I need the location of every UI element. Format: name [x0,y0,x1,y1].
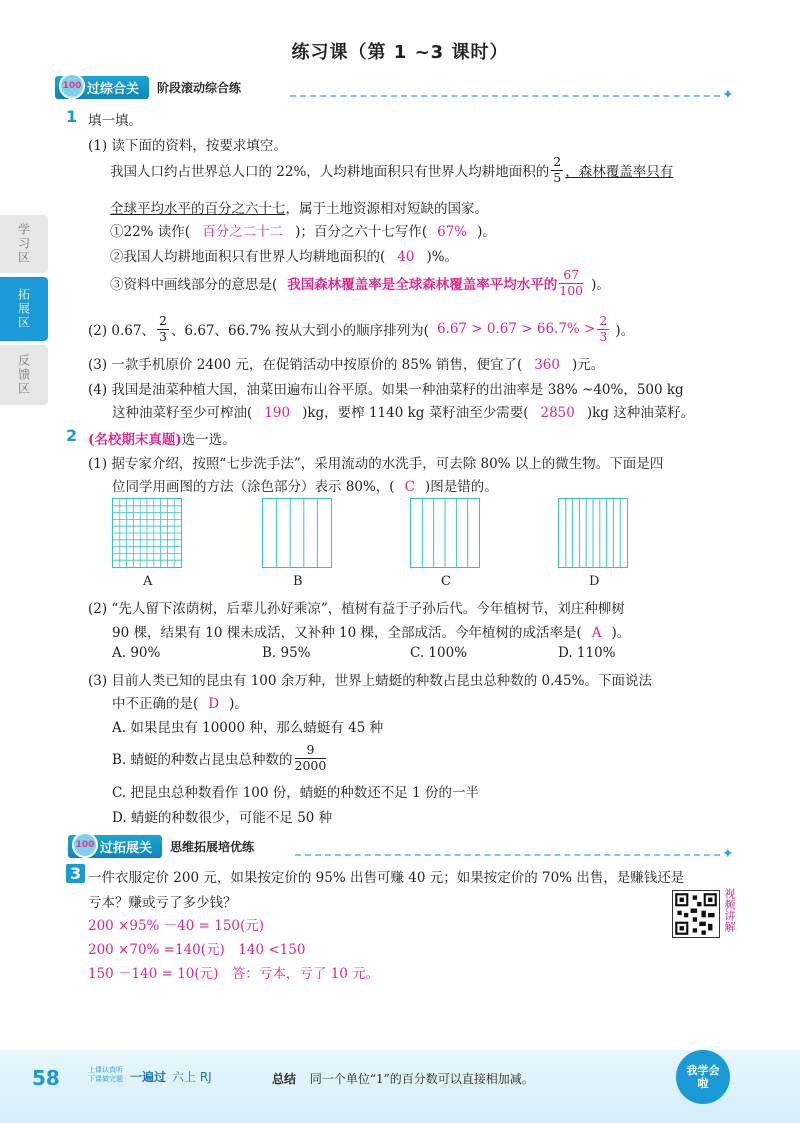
grid-option-d [558,498,628,568]
reading-material-line1: 我国人口约占世界总人口的 22%，人均耕地面积只有世界人均耕地面积的 $\frac{2}{5}$ ，森林覆盖率只有 [110,154,674,185]
blank-1: ①22% 读作( 百分之二十二 )；百分之六十七写作( 67% )。 [110,224,496,240]
grid-label-b: B [293,574,303,589]
choice-d: D. 蜻蜓的种数很少，可能不足 50 种 [112,810,333,826]
sub-question-3-line1: (3) 目前人类已知的昆虫有 100 余万种，世界上蜻蜓的种数占昆虫总种数的 0.45%。下面说法 [88,673,652,689]
answer-text: 67% [437,224,468,240]
side-tab-study[interactable]: 学习区 [0,215,48,273]
question-number: 3 [66,864,85,883]
footer-brand: 一遍过 六上 RJ [130,1070,212,1084]
section-divider [295,854,720,856]
fraction: $\frac{2}{5}$ [553,154,562,185]
grid-label-d: D [589,574,600,589]
sub-question-2-line1: (2) “先人留下浓荫树，后辈儿孙好乘凉”，植树有益于子孙后代。今年植树节，刘庄种柳树 [88,601,625,617]
exam-tag: (名校期末真题) [88,432,182,448]
answer-text: C [404,479,415,495]
blank-3: ③资料中画线部分的意思是( 我国森林覆盖率是全球森林覆盖率平均水平的 $\frac{67}{100}$ )。 [110,267,610,298]
grid-label-c: C [441,574,451,589]
section-header-extension [68,835,254,857]
choice-c: C. 100% [410,645,468,661]
sub-question-4-line1: (4) 我国是油菜种植大国，油菜田遍布山谷平原。如果一种油菜籽的出油率是 38% ~40%，500 kg [88,382,684,398]
sub-question-1-line1: (1) 据专家介绍，按照“七步洗手法”，采用流动的水洗手，可去除 80% 以上的微生物。下面是四 [88,456,664,472]
solution-line3: 150 －140 = 10(元) 答：亏本，亏了 10 元。 [88,966,380,982]
answer-text: 190 [264,405,291,421]
footer-tagline: 上课认真听 下课做完题 [88,1066,123,1083]
solution-line2: 200 ×70% =140(元) 140 <150 [88,942,306,958]
video-explanation-label[interactable]: 视频讲解 [723,888,736,932]
side-tab-feedback[interactable]: 反馈区 [0,345,48,405]
fraction: $\frac{67}{100}$ [559,267,584,298]
side-tabs [0,215,48,405]
footer-summary: 总结 同一个单位“1”的百分数可以直接相加减。 [272,1072,534,1086]
fraction: $\frac{2}{3}$ [158,313,167,344]
question-heading: (名校期末真题)选一选。 [88,432,236,448]
reading-material-line2: 全球平均水平的百分之六十七，属于土地资源相对短缺的国家。 [110,201,488,217]
answer-text: 2850 [540,405,575,421]
question-number: 2 [66,426,78,445]
answer-text: 360 [534,357,560,373]
section-badge: 100 过拓展关 [68,835,162,858]
choice-c: C. 把昆虫总种数看作 100 份，蜻蜓的种数还不足 1 份的一半 [112,785,479,801]
section-badge: 100 过综合关 [55,76,149,99]
grid-label-a: A [143,574,153,589]
star-icon: ✦ [722,846,734,862]
section-header-comprehensive [55,76,241,98]
question-heading: 填一填。 [88,113,142,129]
mascot-icon: 100 [59,73,85,99]
fraction: $\frac{9}{2000}$ [294,742,327,773]
grid-option-a [112,498,182,568]
sub-question-3-line2: 中不正确的是( D )。 [112,696,248,712]
section-subtitle: 阶段滚动综合练 [157,80,242,95]
answer-text: 百分之二十二 [202,224,284,240]
answer-text: 40 [397,249,415,265]
choice-b: B. 蜻蜓的种数占昆虫总种数的 $\frac{9}{2000}$ [112,742,327,773]
mascot-icon: 100 [72,832,98,858]
answer-text: D [208,696,220,712]
qr-code-icon[interactable] [672,890,720,938]
side-tab-extend[interactable]: 拓展区 [0,277,48,341]
question-line2: 亏本？赚或亏了多少钱？ [88,895,237,911]
solution-line1: 200 ×95% －40 = 150(元) [88,918,265,934]
section-divider [290,95,720,97]
footer-page-number: 58 [32,1066,60,1090]
question-line1: 一件衣服定价 200 元，如果按定价的 95% 出售可赚 40 元；如果按定价的 70% 出售，是赚钱还是 [88,870,685,886]
grid-option-b [262,498,332,568]
fraction: $\frac{2}{3}$ [599,313,608,344]
star-icon: ✦ [722,87,734,103]
answer-text: 我国森林覆盖率是全球森林覆盖率平均水平的 [287,277,558,293]
choice-d: D. 110% [558,645,616,661]
page-title: 练习课（第 1 ~3 课时） [291,42,509,63]
answer-text: A [591,625,602,641]
choice-a: A. 如果昆虫有 10000 种，那么蜻蜓有 45 种 [112,720,384,736]
answer-text: 6.67 > 0.67 > 66.7% > [436,321,596,337]
grid-option-c [410,498,480,568]
question-number: 1 [66,107,78,126]
choice-a: A. 90% [112,645,161,661]
section-subtitle: 思维拓展培优练 [170,839,255,854]
sub-question-1-line2: 位同学用画图的方法（涂色部分）表示 80%，( C )图是错的。 [112,479,498,495]
sub-question-2-line2: 90 棵，结果有 10 棵未成活，又补种 10 棵，全部成活。今年植树的成活率是( A )。 [112,625,631,641]
choice-b: B. 95% [262,645,311,661]
footer-mascot-badge: 我学会啦 [676,1050,730,1104]
sub-question-2: (2) 0.67、 $\frac{2}{3}$ 、6.67、66.7% 按从大到小的顺序排列为( 6.67 > 0.67 > 66.7% > $\frac{2}{3}$ )。 [88,313,635,344]
sub-question-intro: (1) 读下面的资料，按要求填空。 [88,138,287,154]
sub-question-3: (3) 一款手机原价 2400 元，在促销活动中按原价的 85% 销售，便宜了( 360 )元。 [88,357,605,373]
sub-question-4-line2: 这种油菜籽至少可榨油( 190 )kg，要榨 1140 kg 菜籽油至少需要( 2850 )kg 这种油菜籽。 [112,405,695,421]
blank-2: ②我国人均耕地面积只有世界人均耕地面积的( 40 )%。 [110,249,459,265]
